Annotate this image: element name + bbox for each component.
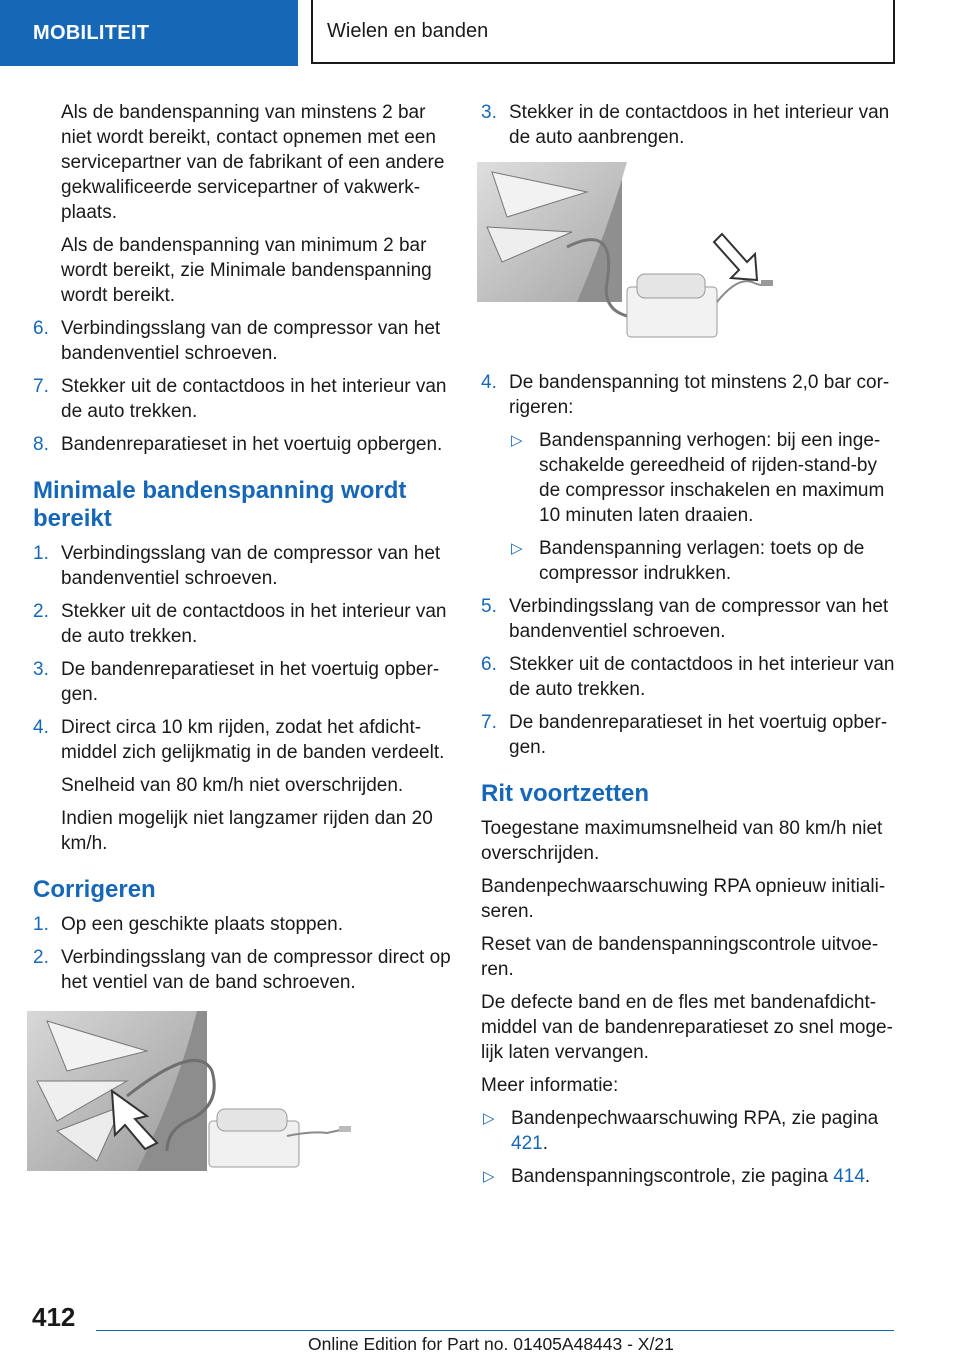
triangle-bullet-icon: ▷	[511, 540, 523, 557]
list-item	[33, 316, 451, 366]
list-item	[33, 374, 451, 424]
step-number: 8.	[33, 434, 49, 455]
step-note: Snelheid van 80 km/h niet overschrijden.	[61, 775, 404, 796]
step-number: 6.	[33, 318, 49, 339]
bullet-item	[509, 428, 901, 528]
list-item	[33, 599, 451, 649]
step-number: 5.	[481, 596, 497, 617]
step-list	[481, 370, 901, 760]
chapter-tab	[311, 0, 895, 64]
step-text: Stekker in de contactdoos in het interieur van de auto aanbrengen.	[509, 102, 890, 148]
paragraph: Toegestane maximumsnelheid van 80 km/h niet overschrijden.	[481, 818, 883, 864]
section-heading: Corrigeren	[33, 876, 156, 903]
list-item	[33, 945, 451, 995]
step-text: Op een geschikte plaats stoppen.	[61, 914, 344, 935]
bullet-item	[481, 1164, 901, 1189]
list-item	[481, 100, 901, 150]
left-column	[33, 100, 451, 1171]
tire-compressor-plug-icon	[477, 162, 777, 342]
page-number: 412	[32, 1302, 76, 1332]
step-number: 7.	[481, 712, 497, 733]
section-heading: Minimale bandenspanning wordt bereikt	[33, 477, 407, 532]
list-item	[481, 370, 901, 586]
paragraph: Bandenpechwaarschuwing RPA opnieuw initialiseren.	[481, 876, 886, 922]
plug-socket-illustration	[477, 162, 777, 342]
triangle-bullet-icon: ▷	[511, 432, 523, 449]
step-list	[481, 100, 901, 150]
paragraph: Als de bandenspanning van minimum 2 bar wordt bereikt, zie Minimale bandenspanning wordt bereikt.	[61, 235, 432, 306]
step-number: 2.	[33, 601, 49, 622]
paragraph: Als de bandenspanning van minstens 2 bar niet wordt bereikt, contact opnemen met een servicepartner van de fabrikant of een andere gekwalificeerde servicepartner of vakwerkplaats.	[61, 102, 445, 223]
bullet-item	[481, 1106, 901, 1156]
bullet-item	[509, 536, 901, 586]
step-text: Verbindingsslang van de compressor direct op het ventiel van de band schroeven.	[61, 947, 451, 993]
bullet-list	[509, 428, 901, 586]
triangle-bullet-icon: ▷	[483, 1168, 495, 1185]
page-link-414[interactable]: 414	[833, 1166, 865, 1187]
step-text: Verbindingsslang van de compressor van het bandenventiel schroeven.	[61, 318, 441, 364]
step-text: De bandenspanning tot minstens 2,0 bar corrigeren:	[509, 372, 890, 418]
step-list	[33, 541, 451, 856]
list-item	[33, 912, 451, 937]
paragraph: De defecte band en de fles met bandenafdichtmiddel van de bandenreparatieset zo snel mogelijk laten vervangen.	[481, 992, 893, 1063]
step-text: De bandenreparatieset in het voertuig opbergen.	[509, 712, 888, 758]
bullet-text: Bandenpechwaarschuwing RPA, zie pagina	[511, 1108, 879, 1129]
paragraph: Meer informatie:	[481, 1075, 619, 1096]
step-number: 7.	[33, 376, 49, 397]
list-item	[33, 715, 451, 856]
step-text: Verbindingsslang van de compressor van het bandenventiel schroeven.	[61, 543, 441, 589]
step-number: 4.	[33, 717, 49, 738]
list-item	[33, 541, 451, 591]
chapter-title: Wielen en banden	[327, 19, 489, 42]
page-link-421[interactable]: 421	[511, 1133, 543, 1154]
step-number: 3.	[481, 102, 497, 123]
step-number: 2.	[33, 947, 49, 968]
step-list	[33, 316, 451, 457]
edition-footer: Online Edition for Part no. 01405A48443 - X/21	[308, 1334, 674, 1354]
step-number: 4.	[481, 372, 497, 393]
list-item	[481, 594, 901, 644]
step-text: Bandenreparatieset in het voertuig opbergen.	[61, 434, 443, 455]
section-heading: Rit voortzetten	[481, 780, 649, 807]
right-column	[481, 100, 901, 1197]
step-number: 1.	[33, 914, 49, 935]
step-text: Verbindingsslang van de compressor van het bandenventiel schroeven.	[509, 596, 889, 642]
list-item	[481, 652, 901, 702]
list-item	[33, 432, 451, 457]
step-number: 6.	[481, 654, 497, 675]
step-text: Stekker uit de contactdoos in het interieur van de auto trekken.	[509, 654, 895, 700]
list-item	[481, 710, 901, 760]
section-tab	[0, 0, 298, 66]
step-text: Stekker uit de contactdoos in het interieur van de auto trekken.	[61, 376, 447, 422]
paragraph: Reset van de bandenspanningscontrole uitvoeren.	[481, 934, 879, 980]
step-text: Stekker uit de contactdoos in het interieur van de auto trekken.	[61, 601, 447, 647]
step-text: De bandenreparatieset in het voertuig opbergen.	[61, 659, 440, 705]
section-title: MOBILITEIT	[33, 21, 150, 44]
bullet-text: Bandenspanningscontrole, zie pagina	[511, 1166, 834, 1187]
step-number: 1.	[33, 543, 49, 564]
step-note: Indien mogelijk niet langzamer rijden dan 20 km/h.	[61, 808, 433, 854]
step-list	[33, 912, 451, 995]
tire-compressor-icon	[27, 1011, 353, 1171]
bullet-text: Bandenspanning verlagen: toets op de compressor indrukken.	[539, 538, 865, 584]
punctuation: .	[542, 1133, 548, 1154]
punctuation: .	[864, 1166, 871, 1187]
triangle-bullet-icon: ▷	[483, 1110, 495, 1127]
bullet-text: Bandenspanning verhogen: bij een ingeschakelde gereedheid of rijden-stand-by de compressor inschakelen en maximum 10 minuten laten draaien.	[539, 430, 885, 526]
more-info-list	[481, 1106, 901, 1189]
list-item	[33, 657, 451, 707]
compressor-connect-illustration	[27, 1011, 353, 1171]
footer-divider	[96, 1330, 894, 1331]
step-number: 3.	[33, 659, 49, 680]
step-text: Direct circa 10 km rijden, zodat het afdichtmiddel zich gelijkmatig in de banden verdeelt.	[61, 717, 445, 763]
